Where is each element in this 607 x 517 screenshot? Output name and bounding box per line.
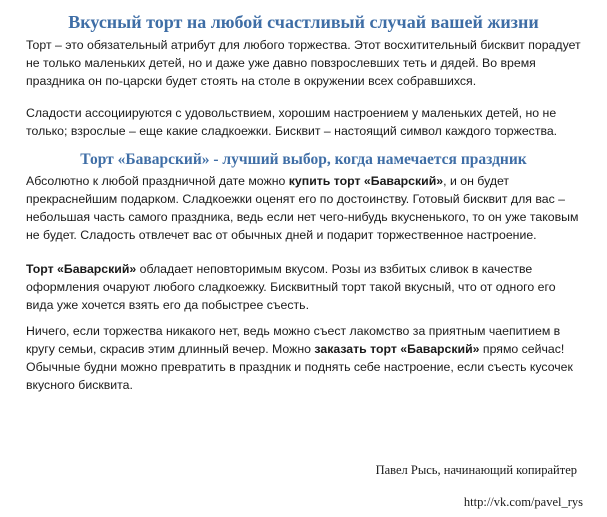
buy-cake-keyword: купить торт «Баварский» [288, 174, 444, 188]
section-subtitle: Торт «Баварский» - лучший выбор, когда намечается праздник [80, 151, 527, 168]
paragraph-intro: Торт – это обязательный атрибут для любого торжества. Этот восхитительный бисквит порадует не только маленьких детей, но и даже уже давно повзрослевших теть и дядей. Во время праздника он по-царски будет стоять на столе в окружении всех собравшихся. [26, 38, 581, 88]
paragraph-order-cake [26, 322, 586, 394]
paragraph-buy-cake [26, 172, 586, 244]
order-cake-keyword: заказать торт «Баварский» [314, 342, 480, 356]
paragraph-buy-cake-text-1: Абсолютно к любой праздничной дате можно [26, 174, 289, 188]
cake-name-keyword: Торт «Баварский» [26, 262, 137, 276]
author-signature: Павел Рысь, начинающий копирайтер [375, 463, 577, 477]
paragraph-taste [26, 260, 586, 314]
paragraph-order-cake-text-2: прямо сейчас! Обычные будни можно превратить в праздник и поднять себе настроение, если съесть кусочек вкусного бисквита. [26, 342, 573, 392]
paragraph-order-cake-text-1: Ничего, если торжества никакого нет, ведь можно съест лакомство за приятным чаепитием в кругу семьи, скрасив этим длинный вечер. Можно [26, 324, 561, 356]
author-link[interactable]: http://vk.com/pavel_rys [463, 495, 583, 509]
paragraph-sweets: Сладости ассоциируются с удовольствием, хорошим настроением у маленьких детей, но не только; взрослые – еще какие сладкоежки. Бисквит – настоящий символ каждого торжества. [26, 106, 558, 138]
paragraph-buy-cake-text-2: , и он будет прекраснейшим подарком. Сладкоежки оценят его по достоинству. Готовый бисквит для вас – небольшая часть самого праздника, ведь если нет чего-нибудь вкусненького, то он уже таковым не будет. Сладость отвлечет вас от обычных дней и подарит торжественное настроение. [26, 174, 579, 242]
page-title: Вкусный торт на любой счастливый случай вашей жизни [68, 12, 539, 32]
paragraph-taste-text: обладает неповторимым вкусом. Розы из взбитых сливок в качестве оформления очаруют любого сладкоежку. Бисквитный торт такой вкусный, что от одного его вида уже хочется взять его да побыстрее съесть. [26, 262, 556, 312]
